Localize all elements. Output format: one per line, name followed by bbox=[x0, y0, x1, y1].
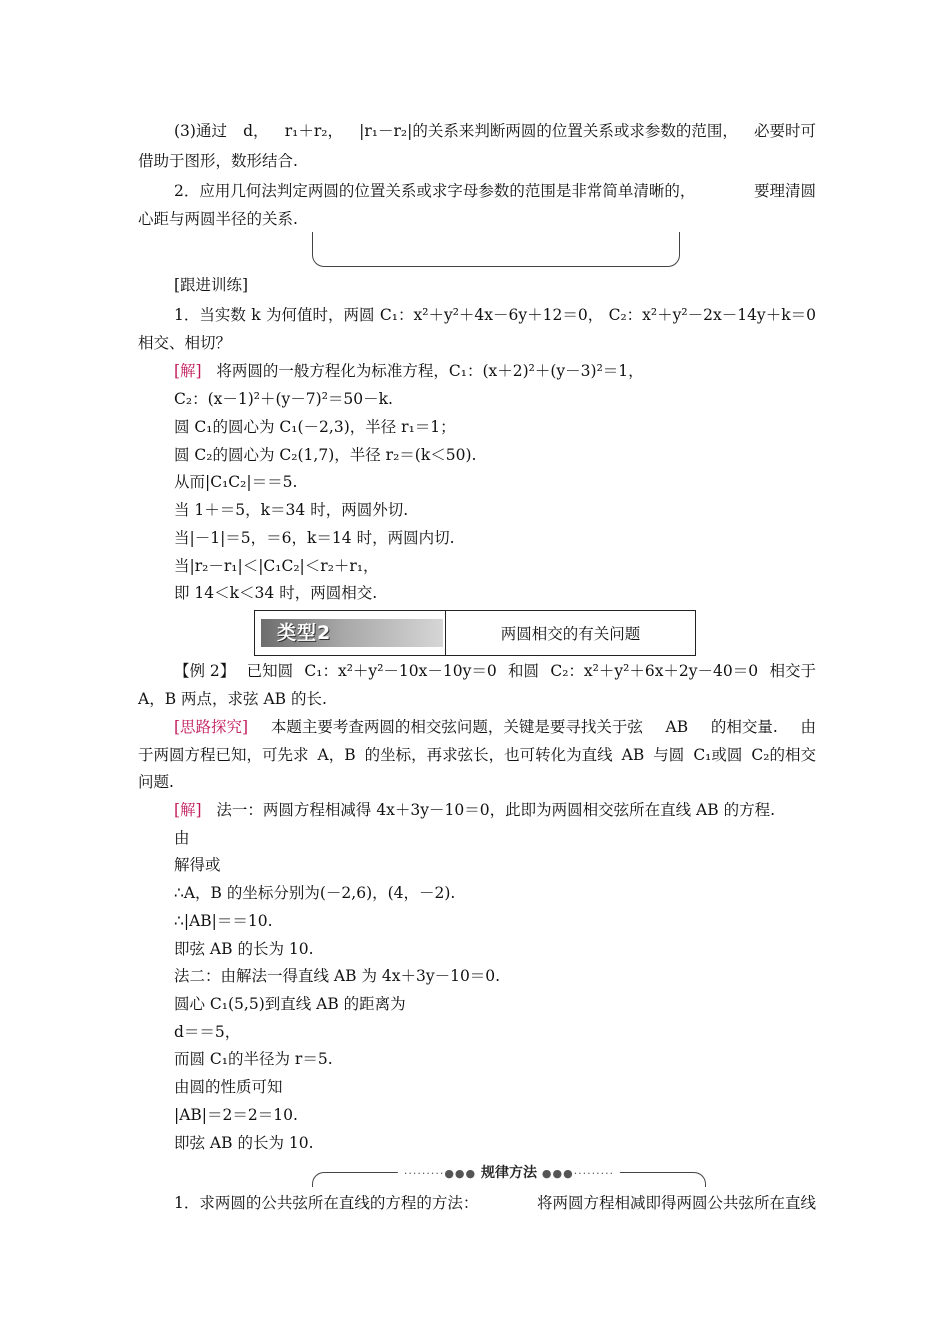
text-segment: AB bbox=[665, 718, 689, 736]
text-line: 问题. bbox=[138, 773, 174, 791]
text-line: ∴A，B 的坐标分别为(－2,6)，(4，－2). bbox=[174, 884, 456, 902]
solution-tag: [解] bbox=[174, 801, 202, 819]
text-line: 当 1＋＝5，k＝34 时，两圆外切. bbox=[174, 501, 409, 519]
text-segment: k bbox=[251, 306, 261, 324]
text-segment: (3)通过 bbox=[174, 122, 227, 140]
text-line: 当|－1|＝5，＝6，k＝14 时，两圆内切. bbox=[174, 529, 455, 547]
text-segment: 必要时可 bbox=[753, 122, 816, 140]
text-segment: C₂的相交 bbox=[751, 746, 816, 764]
text-line: d＝＝5， bbox=[174, 1023, 241, 1041]
text-segment: 的坐标，再求弦长，也可转化为直线 bbox=[364, 746, 613, 764]
text-line: 圆 C₁的圆心为 C₁(－2,3)，半径 r₁＝1； bbox=[174, 418, 456, 436]
text-segment: |r₁－r₂|的关系来判断两圆的位置关系或求参数的范围， bbox=[359, 122, 738, 140]
text-line: 心距与两圆半径的关系. bbox=[138, 210, 298, 228]
text-line: 当|r₂－r₁|＜|C₁C₂|＜r₂＋r₁， bbox=[174, 557, 379, 575]
text-line: 相交、相切？ bbox=[138, 334, 232, 352]
text-line: 即 14＜k＜34 时，两圆相交. bbox=[174, 584, 378, 602]
solution-tag: [解] bbox=[174, 362, 202, 380]
text-segment: A，B bbox=[317, 746, 356, 764]
text-line bbox=[138, 742, 816, 768]
method-divider bbox=[312, 1164, 706, 1186]
text-line: 由圆的性质可知 bbox=[174, 1078, 283, 1096]
text-line bbox=[174, 658, 816, 684]
text-segment: 1．求两圆的公共弦所在直线的方程的方法： bbox=[174, 1194, 479, 1212]
text-line bbox=[174, 358, 816, 384]
text-segment: C₂：x²＋y²－2x－14y＋k＝0 bbox=[608, 306, 816, 324]
method-title: ·········●●● 规律方法 ●●●········· bbox=[398, 1162, 620, 1182]
type-label: 类型2 bbox=[277, 622, 332, 644]
text-segment: d， bbox=[243, 122, 269, 140]
text-line: 圆心 C₁(5,5)到直线 AB 的距离为 bbox=[174, 995, 406, 1013]
text-line: A，B 两点，求弦 AB 的长. bbox=[138, 690, 327, 708]
text-line: 即弦 AB 的长为 10. bbox=[174, 940, 314, 958]
text-line bbox=[174, 178, 816, 204]
text-segment: r₁＋r₂， bbox=[284, 122, 343, 140]
text-line bbox=[174, 302, 816, 328]
text-segment: AB bbox=[621, 746, 645, 764]
text-segment: 将两圆方程相减即得两圆公共弦所在直线 bbox=[536, 1194, 816, 1212]
text-segment: 要理清圆 bbox=[753, 182, 816, 200]
text-line: 即弦 AB 的长为 10. bbox=[174, 1134, 314, 1152]
text-segment: 法一：两圆方程相减得 4x＋3y－10＝0，此即为两圆相交弦所在直线 AB 的方程. bbox=[216, 801, 775, 819]
text-segment: 和圆 bbox=[508, 662, 540, 680]
type-banner bbox=[254, 610, 696, 656]
text-line: 借助于图形，数形结合. bbox=[138, 152, 298, 170]
text-line: 从而|C₁C₂|＝＝5. bbox=[174, 473, 298, 491]
example-tag: 【例 2】 bbox=[174, 662, 236, 680]
text-line: 由 bbox=[174, 829, 190, 847]
text-segment: 已知圆 bbox=[246, 662, 294, 680]
text-line: ∴|AB|＝＝10. bbox=[174, 912, 273, 930]
text-line bbox=[174, 118, 816, 144]
text-line bbox=[174, 1190, 816, 1216]
method-title-text: 规律方法 bbox=[481, 1165, 537, 1181]
text-line: 圆 C₂的圆心为 C₂(1,7)，半径 r₂＝(k＜50). bbox=[174, 446, 477, 464]
section-bracket-divider bbox=[312, 232, 680, 267]
text-segment: C₂：x²＋y²＋6x＋2y－40＝0 bbox=[550, 662, 759, 680]
text-line: 解得或 bbox=[174, 856, 221, 874]
text-segment: 本题主要考查两圆的相交弦问题，关键是要寻找关于弦 bbox=[270, 718, 643, 736]
text-segment: C₁或圆 bbox=[693, 746, 743, 764]
text-line: 法二：由解法一得直线 AB 为 4x＋3y－10＝0. bbox=[174, 967, 501, 985]
text-line: |AB|＝2＝2＝10. bbox=[174, 1106, 298, 1124]
text-segment: 将两圆的一般方程化为标准方程，C₁：(x＋2)²＋(y－3)²＝1， bbox=[216, 362, 644, 380]
text-segment: 1．当实数 bbox=[174, 306, 246, 324]
text-line: C₂：(x－1)²＋(y－7)²＝50－k. bbox=[174, 390, 393, 408]
text-segment: C₁：x²＋y²－10x－10y＝0 bbox=[304, 662, 497, 680]
text-line bbox=[174, 797, 816, 823]
section-heading: [跟进训练] bbox=[174, 276, 249, 294]
text-segment: C₁：x²＋y²＋4x－6y＋12＝0， bbox=[379, 306, 604, 324]
text-segment: 相交于 bbox=[769, 662, 816, 680]
think-tag: [思路探究] bbox=[174, 718, 249, 736]
type-title: 两圆相交的有关问题 bbox=[500, 625, 641, 643]
type-badge bbox=[255, 611, 446, 655]
text-segment: 于两圆方程已知，可先求 bbox=[138, 746, 309, 764]
text-line bbox=[174, 714, 816, 740]
text-segment: 由 bbox=[800, 718, 816, 736]
text-segment: 为何值时，两圆 bbox=[266, 306, 375, 324]
text-segment: 与圆 bbox=[653, 746, 685, 764]
text-line: 而圆 C₁的半径为 r＝5. bbox=[174, 1050, 333, 1068]
text-segment: 的相交量. bbox=[710, 718, 778, 736]
text-segment: 2．应用几何法判定两圆的位置关系或求字母参数的范围是非常简单清晰的， bbox=[174, 182, 696, 200]
